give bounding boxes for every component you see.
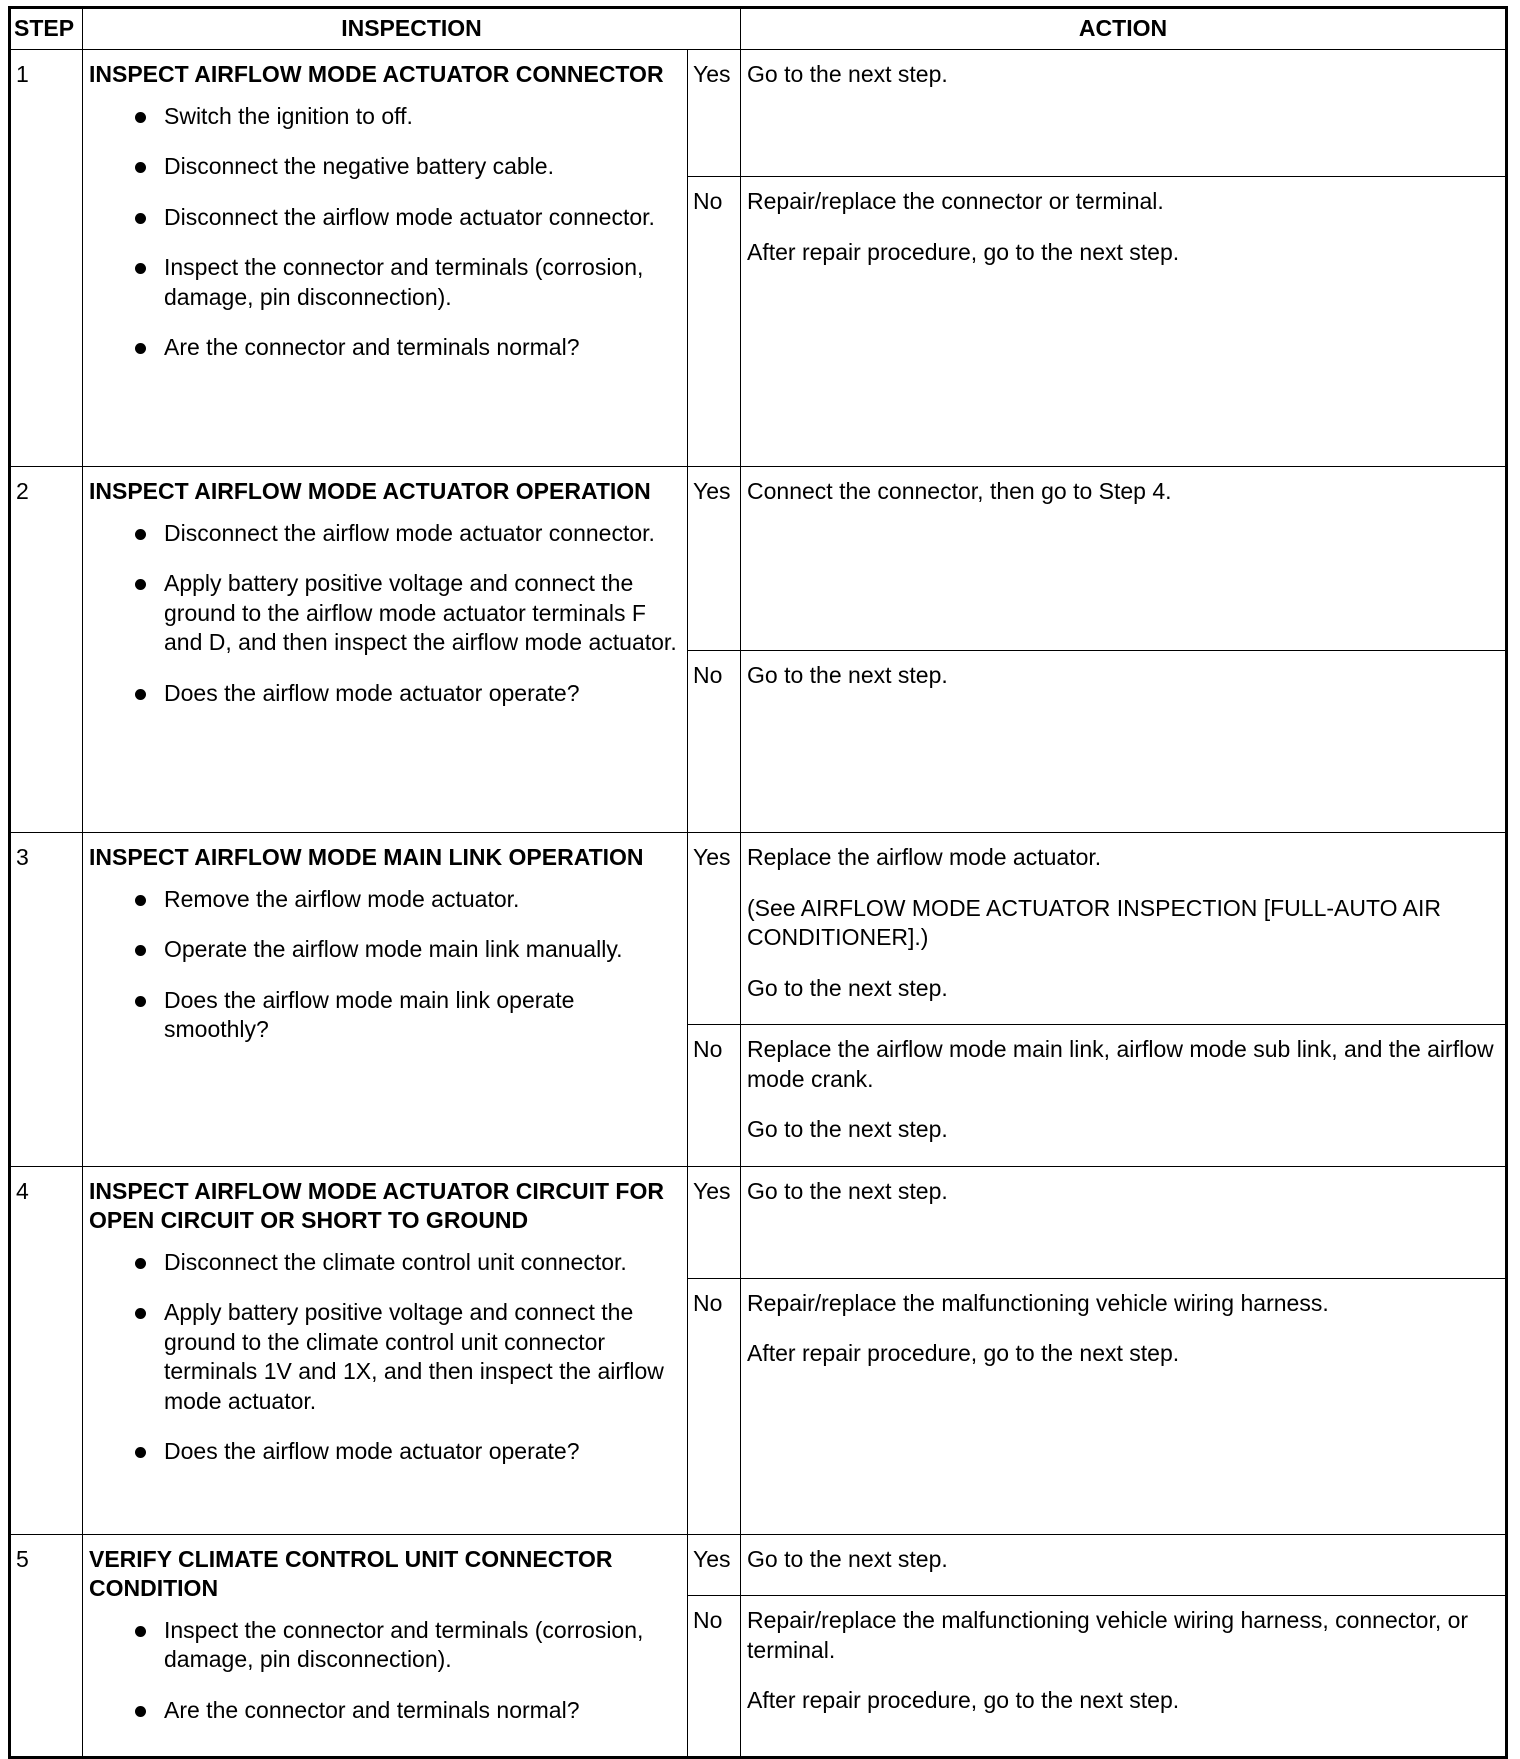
inspection-bullet-list xyxy=(89,1616,679,1726)
no-action-text: Go to the next step. xyxy=(747,1116,948,1142)
no-action-text: After repair procedure, go to the next step. xyxy=(747,1687,1180,1713)
no-action-cell xyxy=(741,1596,1507,1758)
inspection-title: INSPECT AIRFLOW MODE ACTUATOR CIRCUIT FOR OPEN CIRCUIT OR SHORT TO GROUND xyxy=(89,1177,664,1233)
inspection-bullet: Does the airflow mode actuator operate? xyxy=(89,1437,679,1467)
inspection-bullet: Apply battery positive voltage and connect the ground to the airflow mode actuator terminals F and D, and then inspect the airflow mode actuator. xyxy=(89,569,679,658)
inspection-title: INSPECT AIRFLOW MODE ACTUATOR OPERATION xyxy=(89,478,651,504)
inspection-bullet: Switch the ignition to off. xyxy=(89,102,679,132)
no-label: No xyxy=(688,177,741,467)
step-row xyxy=(10,467,1507,651)
no-label: No xyxy=(688,1025,741,1167)
inspection-bullet-list xyxy=(89,885,679,1045)
inspection-bullet: Remove the airflow mode actuator. xyxy=(89,885,679,915)
inspection-title: VERIFY CLIMATE CONTROL UNIT CONNECTOR CONDITION xyxy=(89,1545,613,1601)
no-action-text: Repair/replace the malfunctioning vehicle wiring harness, connector, or terminal. xyxy=(747,1607,1469,1663)
step-column-header: STEP xyxy=(10,8,83,50)
inspection-bullet: Does the airflow mode actuator operate? xyxy=(89,679,679,709)
inspection-bullet: Are the connector and terminals normal? xyxy=(89,333,679,363)
table-header-row xyxy=(10,8,1507,50)
yes-action-cell xyxy=(741,833,1507,1025)
yes-action-cell xyxy=(741,1166,1507,1278)
no-action-cell xyxy=(741,1025,1507,1167)
inspection-bullet-list xyxy=(89,1248,679,1467)
yes-label: Yes xyxy=(688,833,741,1025)
no-action-cell xyxy=(741,1278,1507,1534)
no-label: No xyxy=(688,1596,741,1758)
yes-label: Yes xyxy=(688,1166,741,1278)
inspection-bullet: Apply battery positive voltage and connect the ground to the climate control unit connector terminals 1V and 1X, and then inspect the airflow mode actuator. xyxy=(89,1298,679,1416)
no-action-cell xyxy=(741,177,1507,467)
inspection-bullet: Operate the airflow mode main link manually. xyxy=(89,935,679,965)
step-row xyxy=(10,1534,1507,1596)
yes-action-text: Replace the airflow mode actuator. xyxy=(747,844,1102,870)
yes-label: Yes xyxy=(688,467,741,651)
inspection-bullet: Inspect the connector and terminals (corrosion, damage, pin disconnection). xyxy=(89,253,679,312)
yes-action-cell xyxy=(741,50,1507,177)
inspection-bullet-list xyxy=(89,519,679,709)
steps-body xyxy=(10,50,1507,1758)
inspection-cell xyxy=(83,50,688,467)
no-action-text: Go to the next step. xyxy=(747,662,948,688)
yes-label: Yes xyxy=(688,1534,741,1596)
step-number: 3 xyxy=(10,833,83,1167)
no-label: No xyxy=(688,651,741,833)
yes-action-text: Go to the next step. xyxy=(747,61,948,87)
diagnostic-procedure-table xyxy=(8,6,1508,1759)
no-action-text: Repair/replace the malfunctioning vehicle wiring harness. xyxy=(747,1289,1329,1316)
step-number: 1 xyxy=(10,50,83,467)
no-action-text: After repair procedure, go to the next step. xyxy=(747,1340,1180,1366)
yes-action-text: (See AIRFLOW MODE ACTUATOR INSPECTION [FULL-AUTO AIR CONDITIONER].) xyxy=(747,894,1441,950)
step-number: 5 xyxy=(10,1534,83,1758)
step-row xyxy=(10,50,1507,177)
inspection-bullet: Inspect the connector and terminals (corrosion, damage, pin disconnection). xyxy=(89,1616,679,1675)
step-row xyxy=(10,1166,1507,1278)
yes-action-cell xyxy=(741,467,1507,651)
inspection-title: INSPECT AIRFLOW MODE MAIN LINK OPERATION xyxy=(89,844,644,870)
inspection-cell xyxy=(83,467,688,833)
inspection-bullet: Are the connector and terminals normal? xyxy=(89,1696,679,1726)
inspection-bullet: Disconnect the airflow mode actuator connector. xyxy=(89,203,679,233)
inspection-bullet: Disconnect the negative battery cable. xyxy=(89,152,679,182)
inspection-bullet-list xyxy=(89,102,679,363)
step-number: 4 xyxy=(10,1166,83,1534)
inspection-bullet: Does the airflow mode main link operate smoothly? xyxy=(89,986,679,1045)
yes-action-text: Go to the next step. xyxy=(747,1177,948,1204)
step-row xyxy=(10,833,1507,1025)
inspection-cell xyxy=(83,1534,688,1758)
yes-action-text: Connect the connector, then go to Step 4. xyxy=(747,478,1172,504)
yes-action-text: Go to the next step. xyxy=(747,1545,948,1572)
inspection-column-header: INSPECTION xyxy=(83,8,741,50)
yes-action-cell xyxy=(741,1534,1507,1596)
inspection-cell xyxy=(83,1166,688,1534)
inspection-cell xyxy=(83,833,688,1167)
no-label: No xyxy=(688,1278,741,1534)
no-action-cell xyxy=(741,651,1507,833)
inspection-title: INSPECT AIRFLOW MODE ACTUATOR CONNECTOR xyxy=(89,61,664,87)
action-column-header: ACTION xyxy=(741,8,1507,50)
inspection-bullet: Disconnect the climate control unit connector. xyxy=(89,1248,679,1278)
no-action-text: Replace the airflow mode main link, airflow mode sub link, and the airflow mode crank. xyxy=(747,1036,1494,1092)
no-action-text: After repair procedure, go to the next step. xyxy=(747,238,1180,265)
step-number: 2 xyxy=(10,467,83,833)
inspection-bullet: Disconnect the airflow mode actuator connector. xyxy=(89,519,679,549)
yes-label: Yes xyxy=(688,50,741,177)
no-action-text: Repair/replace the connector or terminal. xyxy=(747,188,1164,214)
yes-action-text: Go to the next step. xyxy=(747,974,948,1001)
